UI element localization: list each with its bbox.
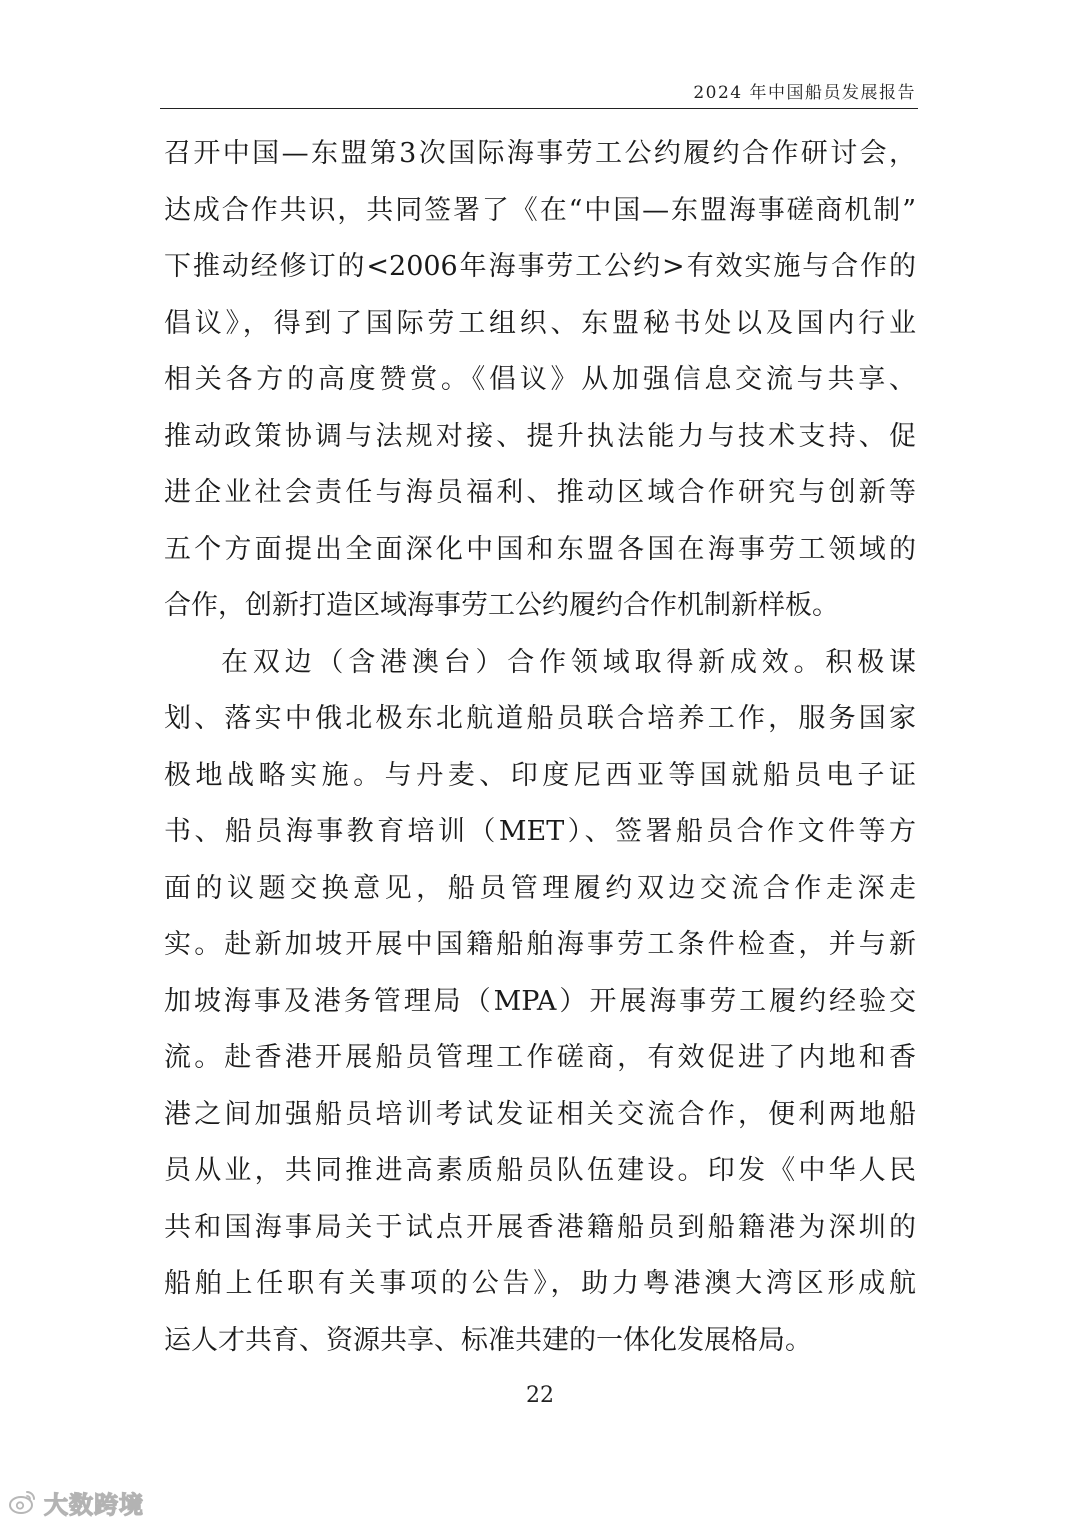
watermark — [8, 1482, 144, 1522]
text-line: 召开中国—东盟第3次国际海事劳工公约履约合作研讨会， — [164, 138, 916, 169]
text-line: 加坡海事及港务管理局（MPA）开展海事劳工履约经验交 — [164, 985, 916, 1017]
text-line: 港之间加强船员培训考试发证相关交流合作，便利两地船 — [164, 1098, 916, 1130]
text-line: 相关各方的高度赞赏。《倡议》从加强信息交流与共享、 — [164, 364, 916, 395]
text-line: 划、落实中俄北极东北航道船员联合培养工作，服务国家 — [164, 703, 916, 734]
text-line: 下推动经修订的<2006年海事劳工公约>有效实施与合作的 — [164, 251, 916, 282]
header-title: 2024 年中国船员发展报告 — [693, 83, 916, 103]
text-line: 实。赴新加坡开展中国籍船舶海事劳工条件检查，并与新 — [164, 929, 916, 960]
weibo-logo-icon — [8, 1487, 38, 1517]
text-line: 推动政策协调与法规对接、提升执法能力与技术支持、促 — [164, 420, 916, 452]
text-line: 书、船员海事教育培训（MET）、签署船员合作文件等方 — [164, 816, 916, 847]
text-line: 流。赴香港开展船员管理工作磋商，有效促进了内地和香 — [164, 1042, 916, 1073]
text-line: 面的议题交换意见，船员管理履约双边交流合作走深走 — [164, 872, 916, 904]
text-line: 合作，创新打造区域海事劳工公约履约合作机制新样板。 — [164, 590, 839, 621]
running-header — [160, 76, 918, 109]
text-line: 极地战略实施。与丹麦、印度尼西亚等国就船员电子证 — [164, 759, 916, 791]
watermark-text: 大数跨境 — [44, 1490, 144, 1519]
text-line: 运人才共育、资源共享、标准共建的一体化发展格局。 — [164, 1324, 812, 1356]
text-line: 员从业，共同推进高素质船员队伍建设。印发《中华人民 — [164, 1155, 916, 1186]
text-line: 进企业社会责任与海员福利、推动区域合作研究与创新等 — [164, 477, 916, 508]
page-number: 22 — [526, 1383, 554, 1408]
text-line: 达成合作共识，共同签署了《在“中国—东盟海事磋商机制” — [164, 194, 916, 226]
paragraph — [164, 126, 916, 635]
text-line: 共和国海事局关于试点开展香港籍船员到船籍港为深圳的 — [164, 1211, 916, 1243]
text-line: 船舶上任职有关事项的公告》，助力粤港澳大湾区形成航 — [164, 1268, 916, 1299]
text-line: 倡议》，得到了国际劳工组织、东盟秘书处以及国内行业 — [164, 307, 916, 339]
paragraph — [164, 635, 916, 1370]
text-line: 在双边（含港澳台）合作领域取得新成效。积极谋 — [221, 646, 916, 678]
text-line: 五个方面提出全面深化中国和东盟各国在海事劳工领域的 — [164, 533, 916, 565]
body-text — [164, 126, 916, 1369]
